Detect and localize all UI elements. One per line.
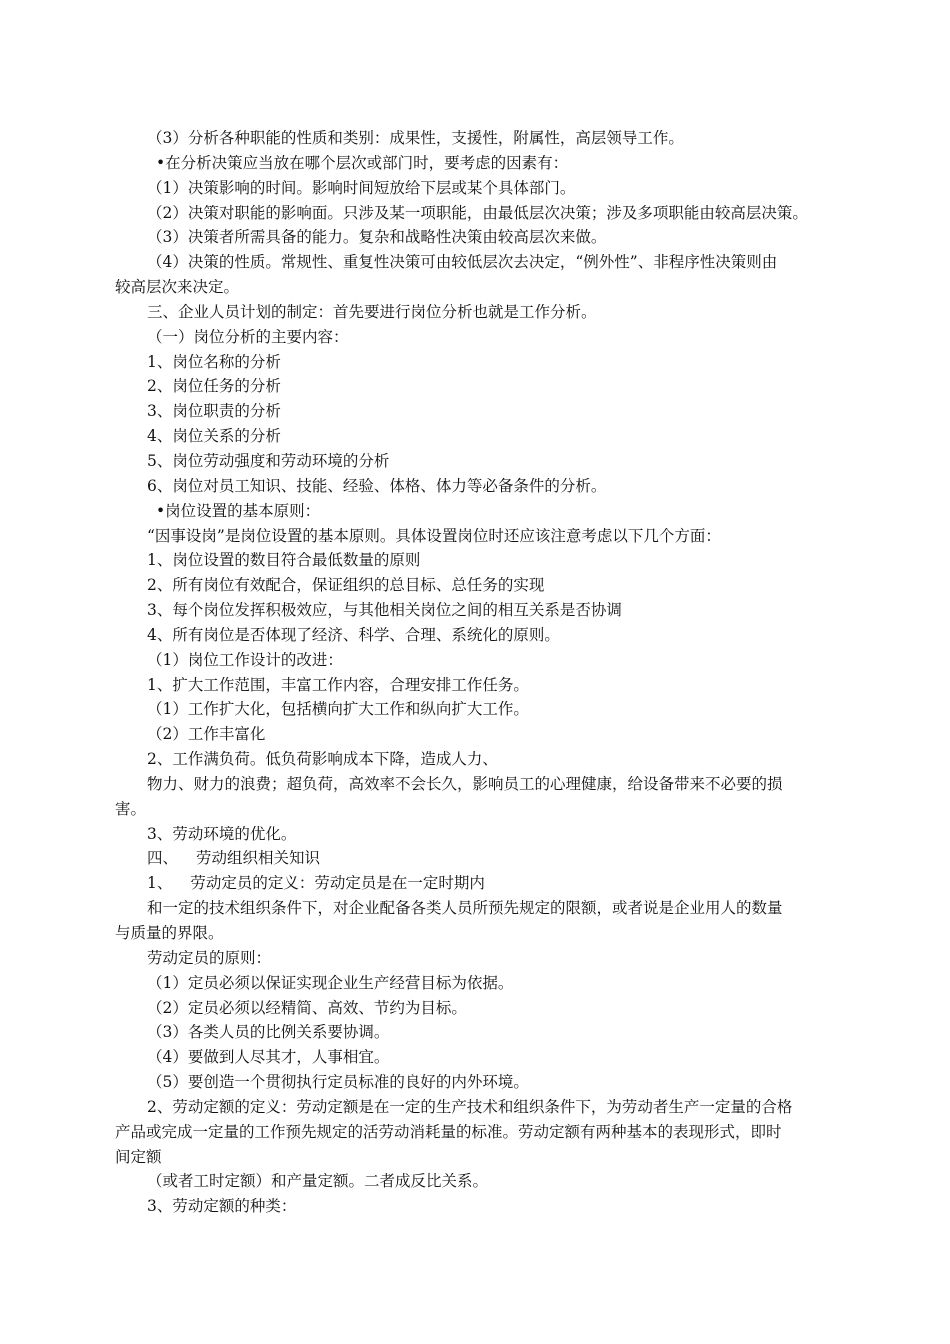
paragraph-line: （1）岗位工作设计的改进：	[147, 650, 343, 669]
list-item: （2）工作丰富化	[147, 725, 266, 744]
paragraph-line: •在分析决策应当放在哪个层次或部门时，要考虑的因素有：	[156, 153, 569, 172]
paragraph-line: •岗位设置的基本原则：	[156, 501, 321, 520]
paragraph-line: 与质量的界限。	[115, 924, 224, 942]
list-item: 4、所有岗位是否体现了经济、科学、合理、系统化的原则。	[147, 625, 560, 644]
paragraph-line: （3）分析各种职能的性质和类别：成果性，支援性，附属性，高层领导工作。	[147, 129, 684, 147]
list-item: 3、每个岗位发挥积极效应，与其他相关岗位之间的相互关系是否协调	[147, 601, 622, 620]
list-item: 3、岗位职责的分析	[147, 402, 281, 421]
paragraph-line: 产品或完成一定量的工作预先规定的活劳动消耗量的标准。劳动定额有两种基本的表现形式，即时	[115, 1122, 782, 1141]
paragraph-line: 劳动定员的原则：	[147, 948, 272, 967]
paragraph-line: 2、劳动定额的定义：劳动定额是在一定的生产技术和组织条件下，为劳动者生产一定量的合格	[147, 1097, 793, 1116]
list-item	[115, 871, 855, 896]
list-item: 2、所有岗位有效配合，保证组织的总目标、总任务的实现	[147, 576, 545, 595]
list-item: （2）定员必须以经精简、高效、节约为目标。	[147, 998, 467, 1017]
list-item: 3、劳动定额的种类：	[147, 1197, 297, 1216]
list-item: 4、岗位关系的分析	[147, 427, 281, 446]
paragraph-line: 物力、财力的浪费；超负荷，高效率不会长久，影响员工的心理健康，给设备带来不必要的损	[147, 774, 783, 793]
section-heading	[115, 846, 855, 871]
list-item: （1）工作扩大化，包括横向扩大工作和纵向扩大工作。	[147, 700, 529, 719]
list-item: 2、岗位任务的分析	[147, 377, 281, 396]
list-item: 5、岗位劳动强度和劳动环境的分析	[147, 451, 390, 470]
paragraph-line: （4）决策的性质。常规性、重复性决策可由较低层次去决定，“例外性”、非程序性决策则由	[147, 253, 778, 272]
section-heading: 三、企业人员计划的制定：首先要进行岗位分析也就是工作分析。	[147, 302, 597, 321]
list-item: 1、扩大工作范围，丰富工作内容，合理安排工作任务。	[147, 675, 529, 694]
paragraph-line: （2）决策对职能的影响面。只涉及某一项职能，由最低层次决策；涉及多项职能由较高层决策。	[147, 203, 808, 222]
item-text: 劳动定员的定义：劳动定员是在一定时期内	[190, 874, 485, 893]
list-item: （1）定员必须以保证实现企业生产经营目标为依据。	[147, 973, 514, 992]
list-item: 6、岗位对员工知识、技能、经验、体格、体力等必备条件的分析。	[147, 476, 607, 495]
list-item: （3）各类人员的比例关系要协调。	[147, 1023, 390, 1042]
section-number: 四、	[147, 849, 179, 868]
paragraph-line: “因事设岗”是岗位设置的基本原则。具体设置岗位时还应该注意考虑以下几个方面：	[147, 526, 721, 545]
item-number: 1、	[147, 874, 173, 893]
list-item: （5）要创造一个贯彻执行定员标准的良好的内外环境。	[147, 1073, 529, 1092]
list-item: （4）要做到人尽其才，人事相宜。	[147, 1048, 390, 1067]
paragraph-line: 较高层次来决定。	[115, 278, 240, 297]
list-item: 1、岗位名称的分析	[147, 352, 281, 371]
paragraph-line: （1）决策影响的时间。影响时间短放给下层或某个具体部门。	[147, 178, 576, 197]
list-item: 2、工作满负荷。低负荷影响成本下降，造成人力、	[147, 750, 498, 769]
document-body	[115, 126, 855, 1219]
paragraph-line: （3）决策者所需具备的能力。复杂和战略性决策由较高层次来做。	[147, 228, 607, 247]
list-item: 3、劳动环境的优化。	[147, 824, 297, 843]
section-title: 劳动组织相关知识	[196, 849, 321, 868]
paragraph-line: 间定额	[115, 1147, 162, 1166]
paragraph-line: 和一定的技术组织条件下，对企业配备各类人员所预先规定的限额，或者说是企业用人的数量	[147, 899, 783, 918]
list-item: 1、岗位设置的数目符合最低数量的原则	[147, 551, 421, 570]
paragraph-line: （一）岗位分析的主要内容：	[147, 327, 349, 346]
paragraph-line: 害。	[115, 799, 147, 818]
paragraph-line: （或者工时定额）和产量定额。二者成反比关系。	[147, 1172, 489, 1191]
